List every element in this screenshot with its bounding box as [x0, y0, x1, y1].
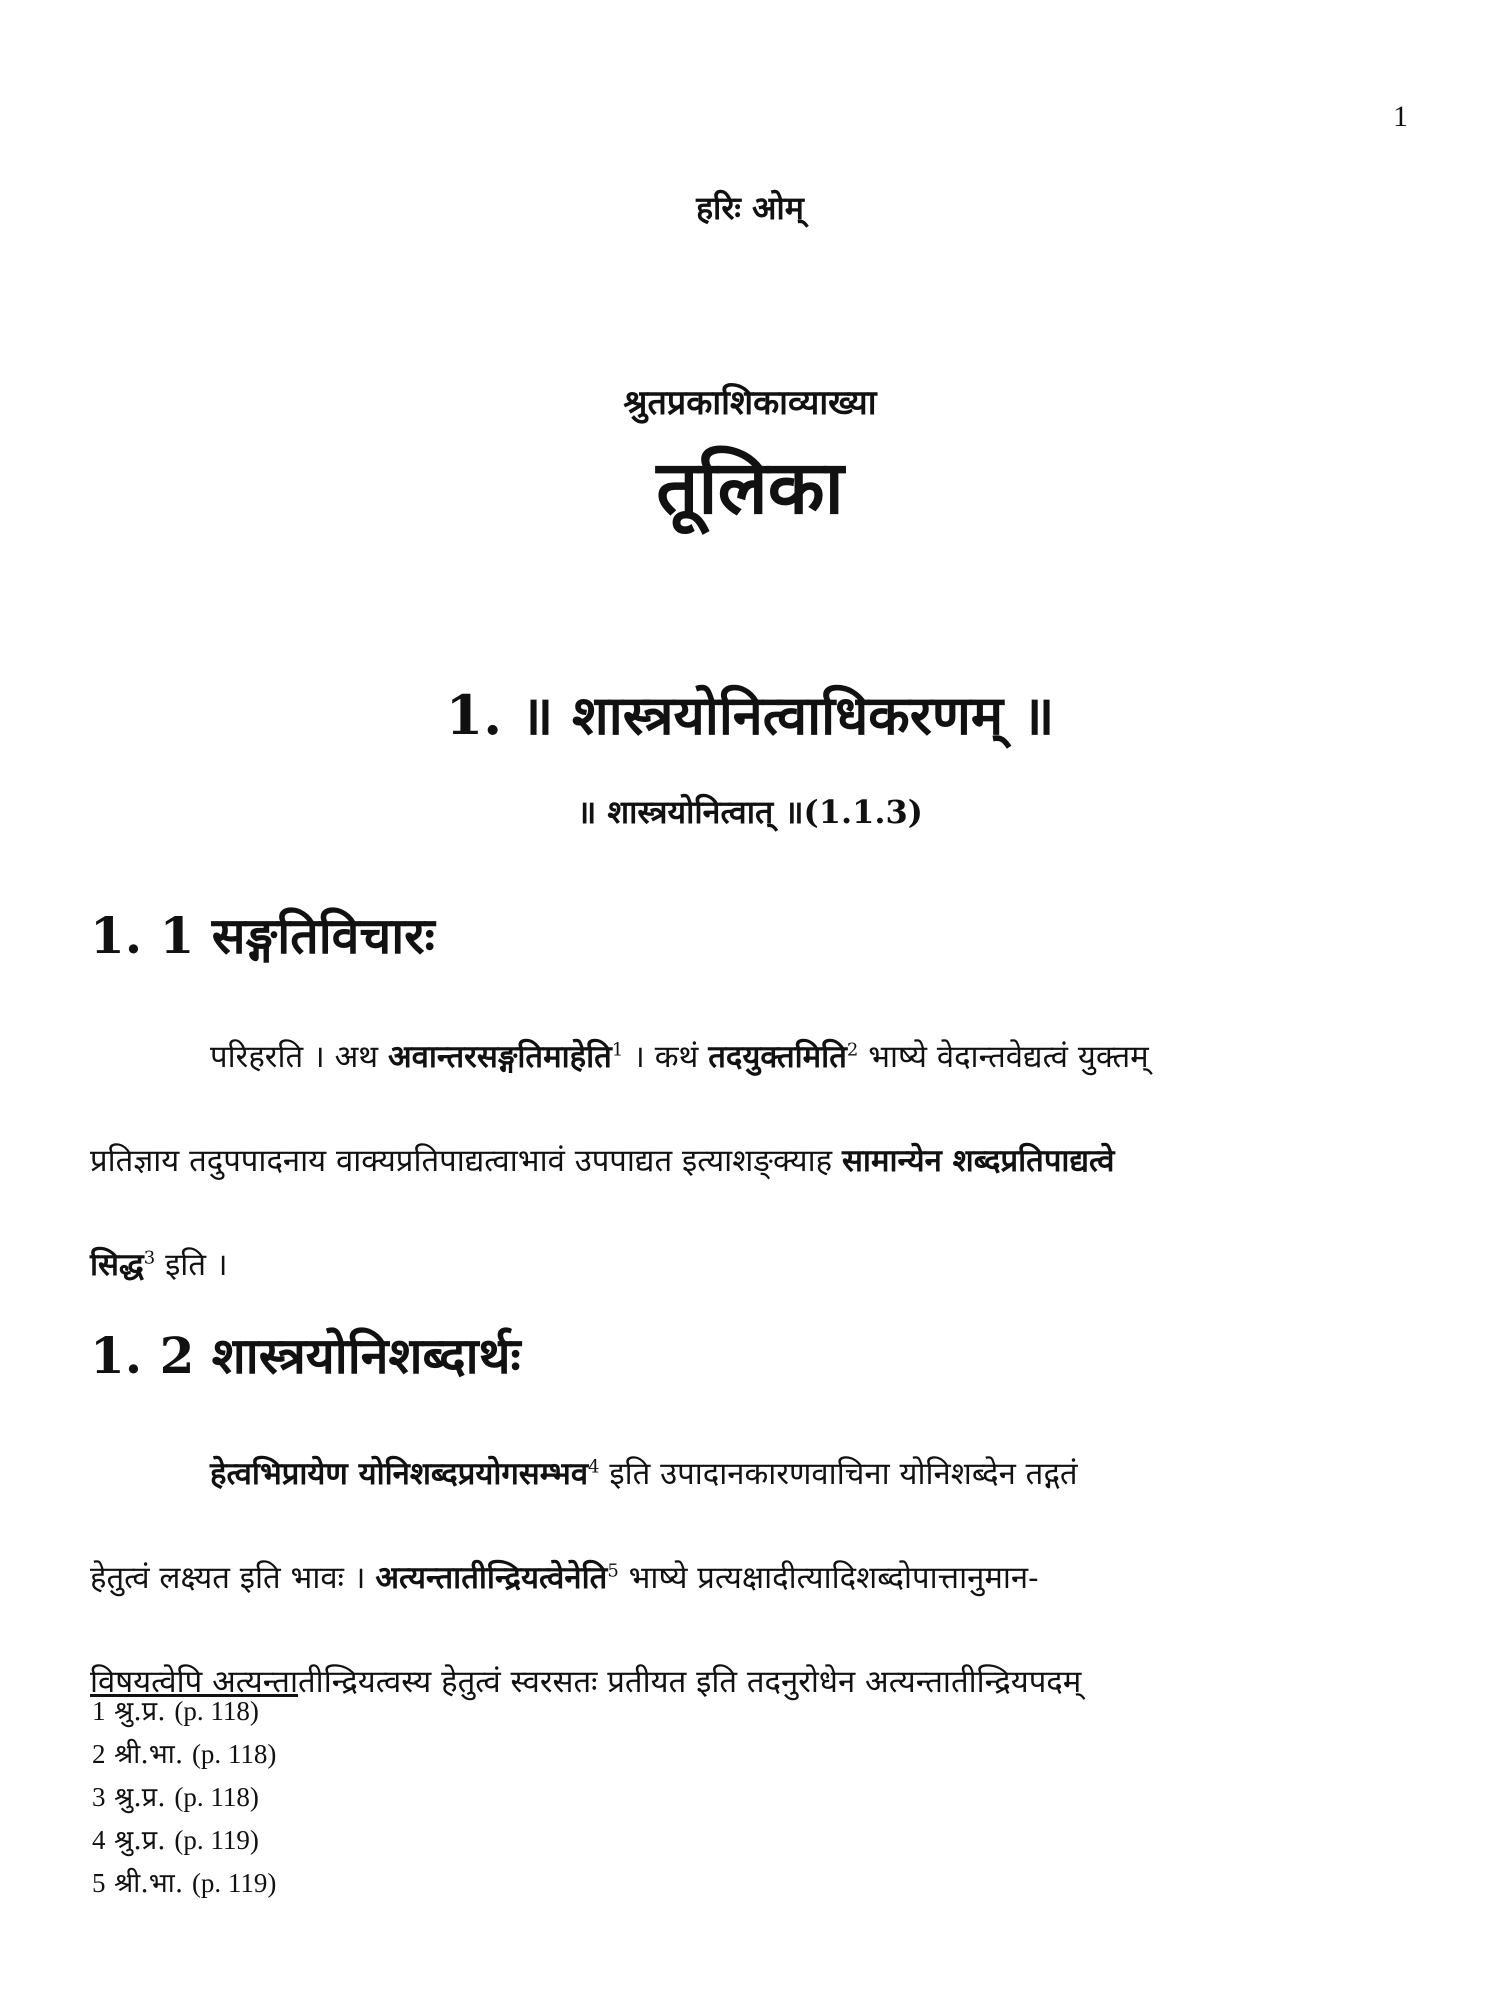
- paragraph-line: [90, 1422, 1410, 1526]
- text-run: प्रतिज्ञाय तदुपपादनाय वाक्यप्रतिपाद्यत्वाभावं उपपाद्यत इत्याशङ्क्याह: [90, 1143, 842, 1179]
- page-number: 1: [1393, 100, 1408, 133]
- footnote: [92, 1690, 276, 1733]
- paragraph-line: [90, 1005, 1410, 1109]
- footnote-page: (p. 119): [191, 1868, 277, 1898]
- invocation: हरिः ओम्: [696, 189, 804, 227]
- text-run: इति ।: [155, 1247, 228, 1283]
- paragraph-line: [90, 1213, 1410, 1317]
- text-run: तीन्द्रियत्वस्य हेतुत्वं स्वरसतः प्रतीयत इति तदनुरोधेन अत्यन्तातीन्द्रियपदम्: [298, 1664, 1082, 1700]
- footnote: [92, 1733, 276, 1776]
- footnote-source: श्रु.प्र.: [114, 1696, 166, 1727]
- section-heading-1-1: 1. 1 सङ्गतिविचारः: [90, 906, 435, 965]
- footnote-source: श्री.भा.: [114, 1739, 184, 1770]
- sutra-reference: ॥ शास्त्रयोनित्वात् ॥(1.1.3): [577, 793, 923, 831]
- page-title: तूलिका: [656, 445, 844, 531]
- text-run: इति उपादानकारणवाचिना योनिशब्देन तद्गतं: [599, 1456, 1078, 1492]
- text-run: भाष्ये वेदान्तवेद्यत्वं युक्तम्: [858, 1039, 1149, 1075]
- footnote-page: (p. 118): [191, 1739, 277, 1769]
- footnote-ref: 1: [611, 1039, 624, 1061]
- bold-term: सामान्येन शब्दप्रतिपाद्यत्वे: [841, 1143, 1115, 1179]
- bold-term: अवान्तरसङ्गतिमाहेति: [387, 1039, 612, 1075]
- footnote-number: 3: [92, 1782, 106, 1812]
- section-paragraph-1-2: [90, 1422, 1410, 1734]
- footnote-page: (p. 118): [174, 1782, 259, 1812]
- footnote: [92, 1776, 276, 1819]
- text-run: परिहरति । अथ: [210, 1039, 388, 1075]
- footnote-ref: 4: [588, 1456, 600, 1478]
- bold-term: अत्यन्तातीन्द्रियत्वेनेति: [375, 1560, 608, 1596]
- footnote: [92, 1862, 276, 1905]
- footnotes: [92, 1690, 276, 1905]
- footnote-number: 5: [92, 1868, 106, 1898]
- footnote-number: 2: [92, 1739, 106, 1769]
- text-run: हेतुत्वं लक्ष्यत इति भावः ।: [90, 1560, 376, 1596]
- footnote-page: (p. 119): [174, 1825, 259, 1855]
- chapter-heading: 1. ॥ शास्त्रयोनित्वाधिकरणम् ॥: [445, 683, 1055, 747]
- footnote-number: 1: [92, 1696, 106, 1726]
- text-run: भाष्ये प्रत्यक्षादीत्यादिशब्दोपात्तानुमान-: [618, 1560, 1039, 1596]
- bold-term: तदयुक्तमिति: [708, 1039, 847, 1075]
- footnote-page: (p. 118): [174, 1696, 259, 1726]
- footnote-ref: 3: [143, 1247, 156, 1269]
- paragraph-line: [90, 1109, 1410, 1213]
- paragraph-line: [90, 1630, 1410, 1734]
- bold-term: सिद्ध: [90, 1247, 144, 1283]
- text-run: । कथं: [623, 1039, 709, 1075]
- footnote: [92, 1819, 276, 1862]
- underlined-text: विषयत्वेपि अत्यन्ता: [90, 1664, 299, 1700]
- paragraph-line: [90, 1526, 1410, 1630]
- section-paragraph-1-1: [90, 1005, 1410, 1317]
- footnote-ref: 5: [607, 1560, 619, 1582]
- section-heading-1-2: 1. 2 शास्त्रयोनिशब्दार्थः: [90, 1326, 521, 1385]
- footnote-source: श्री.भा.: [114, 1868, 184, 1899]
- footnote-number: 4: [92, 1825, 106, 1855]
- bold-term: हेत्वभिप्रायेण योनिशब्दप्रयोगसम्भव: [210, 1456, 589, 1492]
- subtitle: श्रुतप्रकाशिकाव्याख्या: [623, 383, 877, 423]
- footnote-source: श्रु.प्र.: [114, 1782, 166, 1813]
- footnote-source: श्रु.प्र.: [114, 1825, 166, 1856]
- footnote-ref: 2: [846, 1039, 859, 1061]
